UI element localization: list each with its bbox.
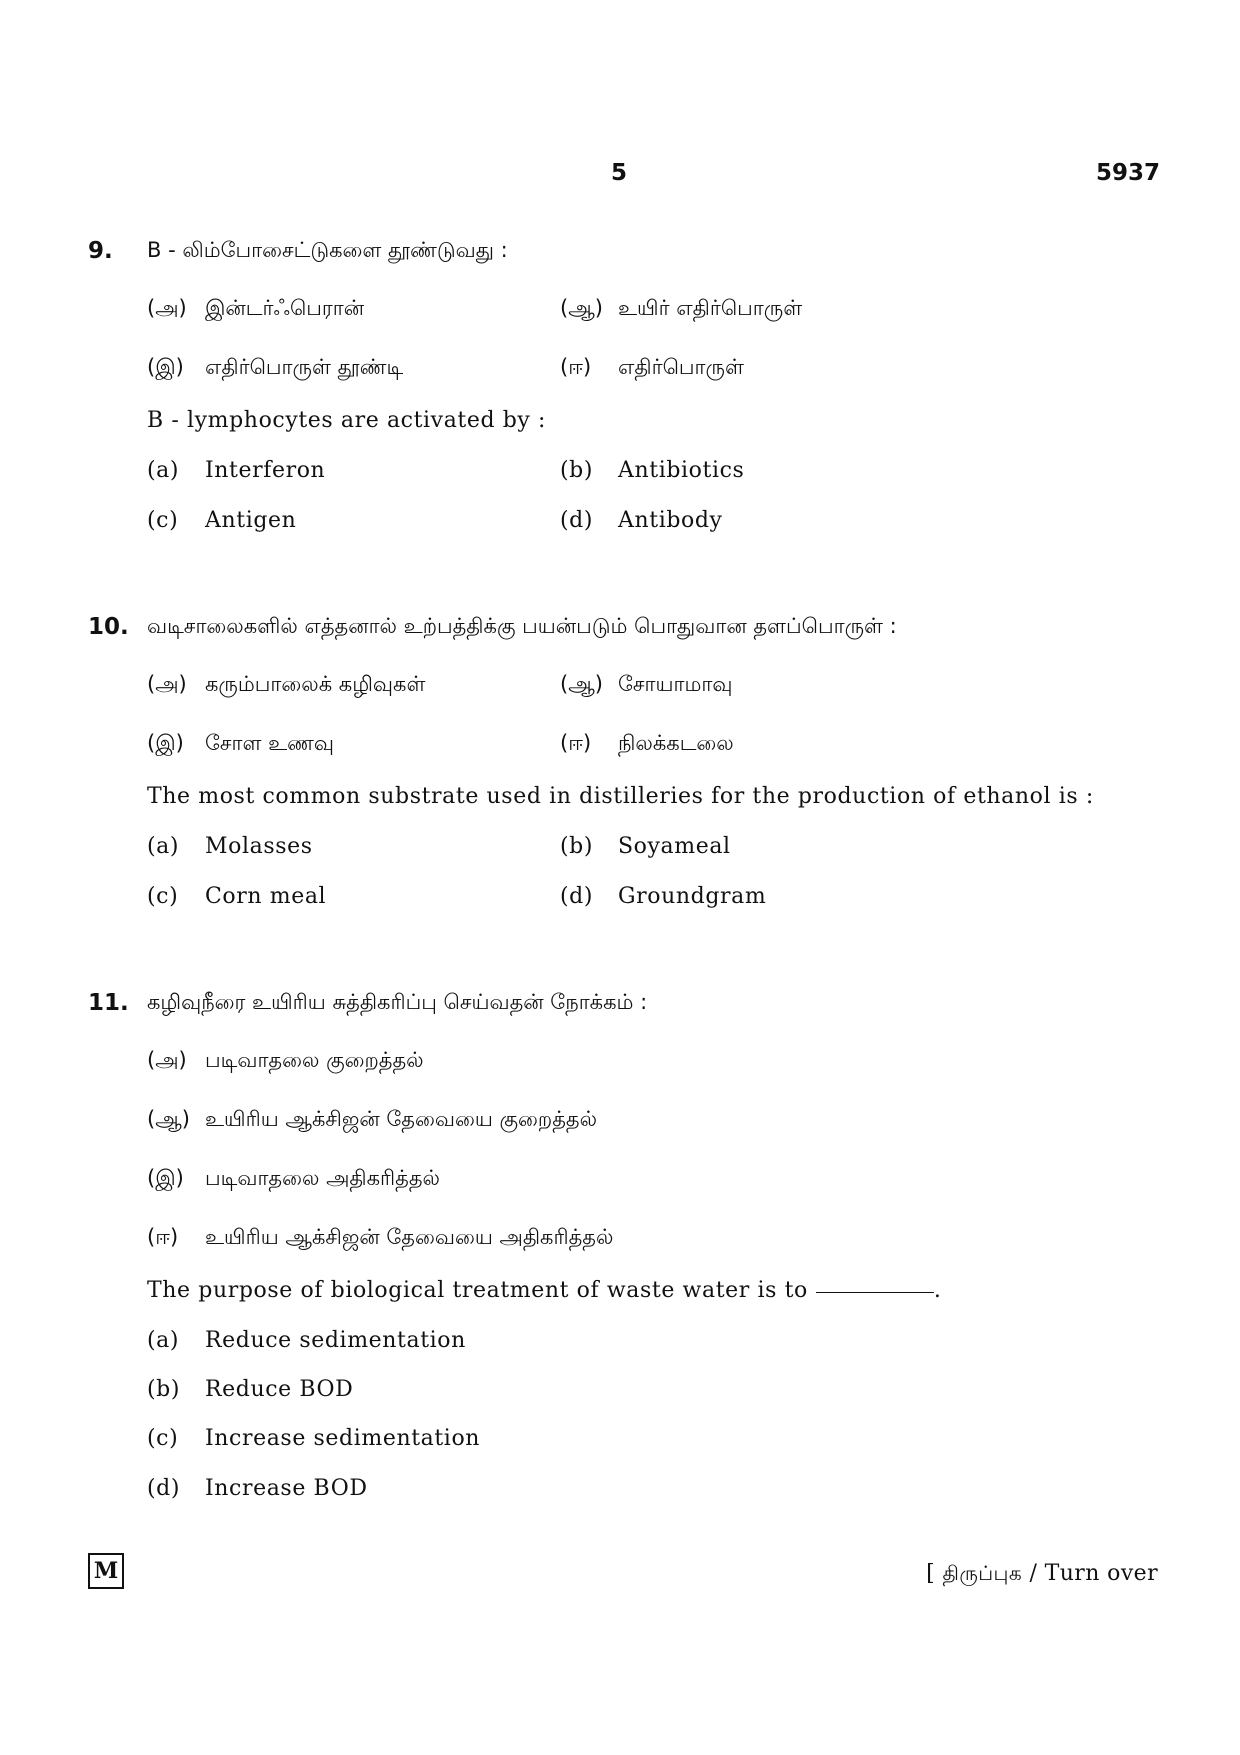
- english-option: (a) Interferon: [147, 458, 326, 483]
- question-text-english: The most common substrate used in distilleries for the production of ethanol is :: [147, 784, 1094, 809]
- english-option: (b) Reduce BOD: [147, 1377, 354, 1402]
- question-number: 11.: [88, 990, 129, 1016]
- tamil-option: (அ) இன்டர்ஃபெரான்: [147, 296, 365, 320]
- answer-blank: [816, 1292, 934, 1293]
- question-text-tamil: B - லிம்போசைட்டுகளை தூண்டுவது :: [147, 238, 508, 262]
- tamil-option: (இ) படிவாதலை அதிகரித்தல்: [147, 1166, 440, 1190]
- english-option: (d) Increase BOD: [147, 1476, 368, 1501]
- question-number: 9.: [88, 238, 113, 264]
- english-option: (c) Corn meal: [147, 884, 327, 909]
- tamil-option: (இ) எதிர்பொருள் தூண்டி: [147, 355, 404, 379]
- english-option: (a) Molasses: [147, 834, 313, 859]
- tamil-option: (அ) கரும்பாலைக் கழிவுகள்: [147, 672, 426, 696]
- english-option: (c) Antigen: [147, 508, 297, 533]
- page-number: 5: [611, 160, 628, 186]
- english-option: (a) Reduce sedimentation: [147, 1328, 466, 1353]
- tamil-option: (அ) படிவாதலை குறைத்தல்: [147, 1048, 424, 1072]
- question-text-english: B - lymphocytes are activated by :: [147, 408, 547, 433]
- question-number: 10.: [88, 614, 129, 640]
- paper-code: 5937: [1095, 160, 1160, 186]
- tamil-option: (ஈ) எதிர்பொருள்: [560, 355, 744, 379]
- english-option: (c) Increase sedimentation: [147, 1426, 481, 1451]
- tamil-option: (ஈ) நிலக்கடலை: [560, 731, 734, 755]
- english-option: (d) Antibody: [560, 508, 723, 533]
- english-option: (d) Groundgram: [560, 884, 767, 909]
- turn-over-note: [ திருப்புக / Turn over: [926, 1561, 1158, 1586]
- question-text-tamil: கழிவுநீரை உயிரிய சுத்திகரிப்பு செய்வதன் நோக்கம் :: [147, 990, 648, 1014]
- tamil-option: (ஈ) உயிரிய ஆக்சிஜன் தேவையை அதிகரித்தல்: [147, 1225, 614, 1249]
- english-option: (b) Soyameal: [560, 834, 731, 859]
- tamil-option: (இ) சோள உணவு: [147, 731, 335, 755]
- english-option: (b) Antibiotics: [560, 458, 745, 483]
- medium-mark: M: [88, 1553, 124, 1589]
- tamil-option: (ஆ) சோயாமாவு: [560, 672, 733, 696]
- tamil-option: (ஆ) உயிரிய ஆக்சிஜன் தேவையை குறைத்தல்: [147, 1107, 597, 1131]
- tamil-option: (ஆ) உயிர் எதிர்பொருள்: [560, 296, 803, 320]
- question-text-tamil: வடிசாலைகளில் எத்தனால் உற்பத்திக்கு பயன்படும் பொதுவான தளப்பொருள் :: [147, 614, 897, 638]
- question-text-english: The purpose of biological treatment of waste water is to .: [147, 1278, 942, 1303]
